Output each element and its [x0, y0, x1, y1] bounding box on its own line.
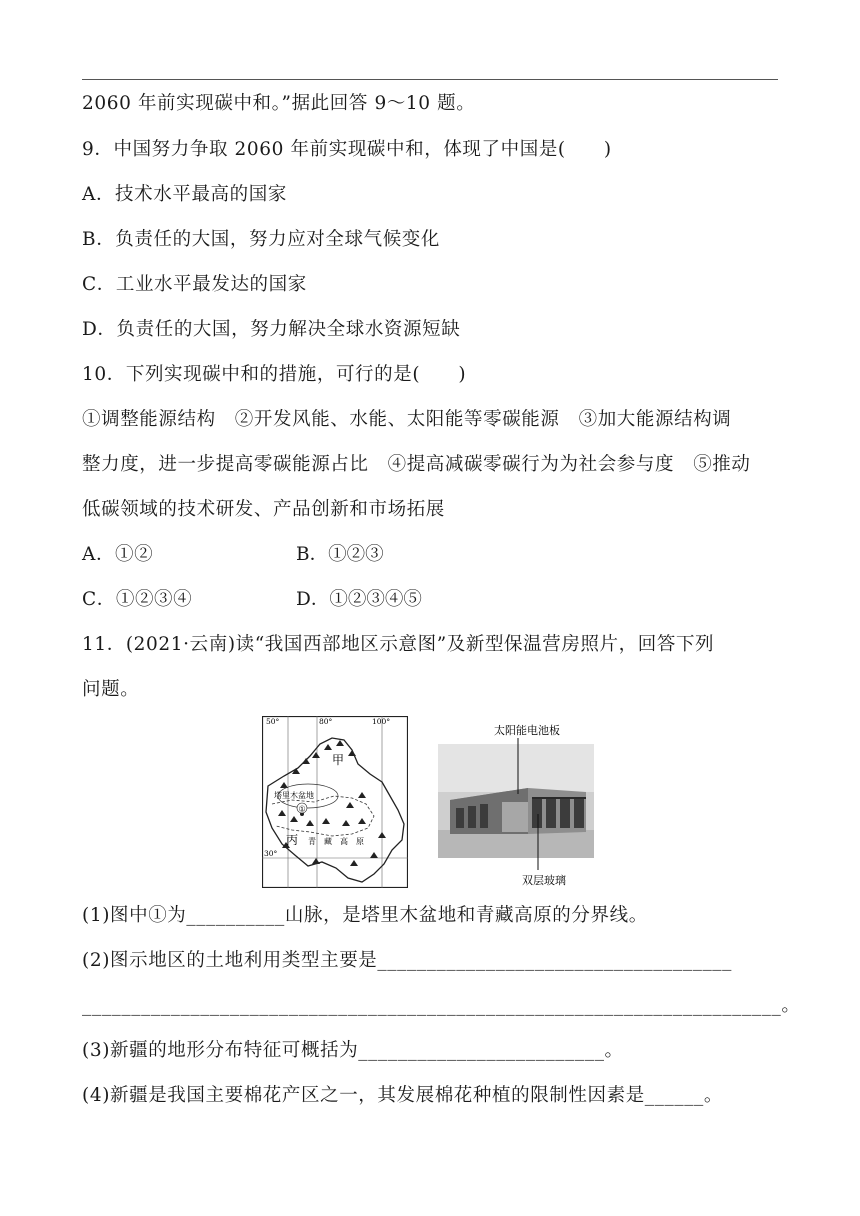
barracks-photo: [436, 718, 596, 890]
lat-label-30: 30°: [264, 849, 278, 858]
top-divider: [82, 79, 778, 80]
lon-label-80: 80°: [319, 717, 333, 726]
label-bing: 丙: [286, 833, 299, 847]
lon-label-100: 100°: [372, 717, 391, 726]
intro-tail: 2060 年前实现碳中和。”据此回答 9～10 题。: [82, 93, 476, 114]
q9-option-d: D．负责任的大国，努力解决全球水资源短缺: [82, 319, 461, 340]
q11-sub-2-continued: _______________________________________________________________________。: [82, 995, 801, 1016]
q9-stem: 9．中国努力争取 2060 年前实现碳中和，体现了中国是( ): [82, 139, 612, 160]
label-circle-1: ①: [298, 804, 306, 814]
double-glass-label: 双层玻璃: [522, 874, 566, 887]
q10-option-a: A．①②: [82, 544, 154, 565]
solar-panel-label: 太阳能电池板: [494, 724, 560, 737]
q10-stem: 10．下列实现碳中和的措施，可行的是( ): [82, 364, 467, 385]
label-qinghai-tibet: 青 藏 高 原: [308, 837, 364, 846]
q10-option-d: D．①②③④⑤: [296, 589, 422, 610]
q11-sub-3: (3)新疆的地形分布特征可概括为_________________________。: [82, 1040, 624, 1061]
q9-option-a: A．技术水平最高的国家: [82, 184, 287, 205]
label-jia: 甲: [332, 753, 345, 767]
q9-option-b: B．负责任的大国，努力应对全球气候变化: [82, 229, 440, 250]
q11-sub-4: (4)新疆是我国主要棉花产区之一，其发展棉花种植的限制性因素是______。: [82, 1085, 724, 1106]
q10-option-b: B．①②③: [296, 544, 384, 565]
q10-text-line-2: 整力度，进一步提高零碳能源占比 ④提高减碳零碳行为为社会参与度 ⑤推动: [82, 454, 751, 475]
q11-stem-line-2: 问题。: [82, 679, 140, 700]
q9-option-c: C．工业水平最发达的国家: [82, 274, 307, 295]
q11-stem-line-1: 11．(2021·云南)读“我国西部地区示意图”及新型保温营房照片，回答下列: [82, 634, 715, 655]
q11-sub-2: (2)图示地区的土地利用类型主要是____________________________________: [82, 950, 733, 971]
western-china-map: [262, 716, 408, 888]
q11-sub-1: (1)图中①为__________山脉，是塔里木盆地和青藏高原的分界线。: [82, 905, 648, 926]
q10-option-c: C．①②③④: [82, 589, 193, 610]
q10-text-line-1: ①调整能源结构 ②开发风能、水能、太阳能等零碳能源 ③加大能源结构调: [82, 409, 732, 430]
label-tarim-basin: 塔里木盆地: [274, 791, 314, 800]
lon-label-50: 50°: [266, 717, 280, 726]
q10-text-line-3: 低碳领域的技术研发、产品创新和市场拓展: [82, 499, 445, 520]
